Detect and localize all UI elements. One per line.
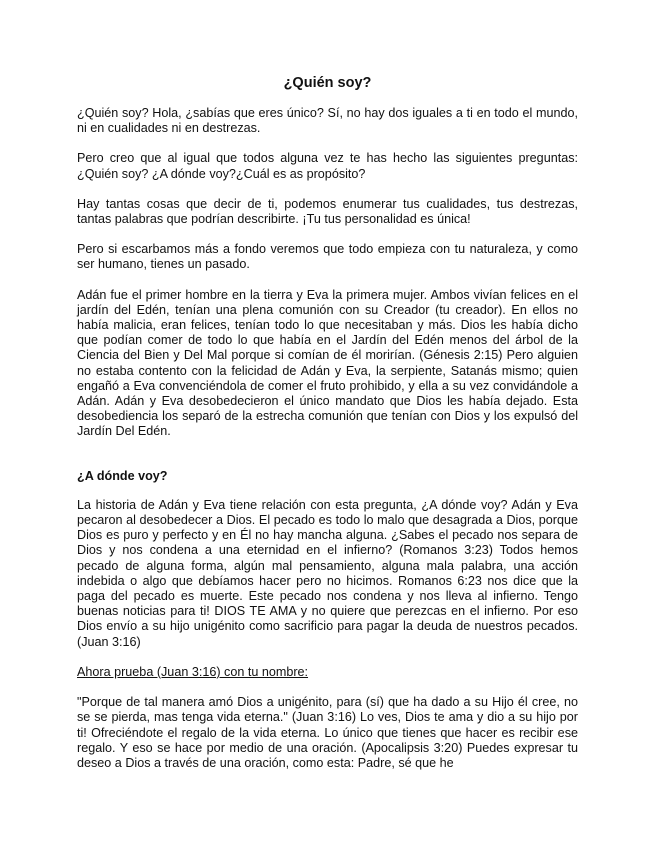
paragraph-qualities: Hay tantas cosas que decir de ti, podemos enumerar tus cualidades, tus destrezas, tantas palabras que podrían describirte. ¡Tu tus personalidad es única!	[77, 196, 578, 227]
section-heading: ¿A dónde voy?	[77, 468, 168, 483]
paragraph-adonde-voy: La historia de Adán y Eva tiene relación con esta pregunta, ¿A dónde voy? Adán y Eva pecaron al desobedecer a Dios. El pecado es todo lo malo que desagrada a Dios, porque Dios es puro y perfecto y en Él no hay mancha alguna. ¿Sabes el pecado nos separa de Dios y nos condena a una eternidad en el infierno? (Romanos 3:23) Todos hemos pecado de alguna forma, algún mal pensamiento, alguna mala palabra, una acción indebida o algo que debíamos hacer pero no hicimos. Romanos 6:23 nos dice que la paga del pecado es muerte. Este pecado nos condena y nos lleva al infierno. Tengo buenas noticias para ti! DIOS TE AMA y no quiere que perezcas en el infierno. Por eso Dios envío a su hijo unigénito como sacrificio para pagar la deuda de nuestros pecados. (Juan 3:16)	[77, 497, 578, 649]
paragraph-questions: Pero creo que al igual que todos alguna vez te has hecho las siguientes preguntas: ¿Quién soy? ¿A dónde voy?¿Cuál es as propósito?	[77, 151, 578, 181]
paragraph-intro: ¿Quién soy? Hola, ¿sabías que eres único? Sí, no hay dos iguales a ti en todo el mundo, ni en cualidades ni en destrezas.	[77, 106, 578, 136]
paragraph-nature: Pero si escarbamos más a fondo veremos que todo empieza con tu naturaleza, y como ser humano, tienes un pasado.	[77, 242, 578, 272]
page-title: ¿Quién soy?	[283, 75, 372, 91]
document-page	[77, 74, 578, 786]
paragraph-juan-3-16: "Porque de tal manera amó Dios a unigénito, para (sí) que ha dado a su Hijo él cree, no se se pierda, mas tenga vida eterna." (Juan 3:16) Lo ves, Dios te ama y dio a su hijo por ti! Ofreciéndote el regalo de la vida eterna. Lo único que tienes que hacer es recibir ese regalo. Y eso se hace por medio de una oración. (Apocalipsis 3:20) Puedes expresar tu deseo a Dios a través de una oración, como esta: Padre, sé que he	[77, 695, 578, 770]
underlined-instruction: Ahora prueba (Juan 3:16) con tu nombre:	[77, 664, 309, 679]
paragraph-adan-eva: Adán fue el primer hombre en la tierra y Eva la primera mujer. Ambos vivían felices en el jardín del Edén, tenían una plena comunión con su Creador (tu creador). En ellos no había malicia, eran felices, tenían todo lo que necesitaban y más. Dios les había dicho que podían comer de todo lo que había en el Jardín del Edén menos del árbol de la Ciencia del Bien y Del Mal porque si comían de él morirían. (Génesis 2:15) Pero alguien no estaba contento con la felicidad de Adán y Eva, la serpiente, Satanás mismo; quien engañó a Eva convenciéndola de comer el fruto prohibido, y ella a su vez convidándole a Adán. Adán y Eva desobedecieron el único mandato que Dios les había dejado. Esta desobediencia los separó de la estrecha comunión que tenían con Dios y los expulsó del Jardín Del Edén.	[77, 287, 578, 439]
